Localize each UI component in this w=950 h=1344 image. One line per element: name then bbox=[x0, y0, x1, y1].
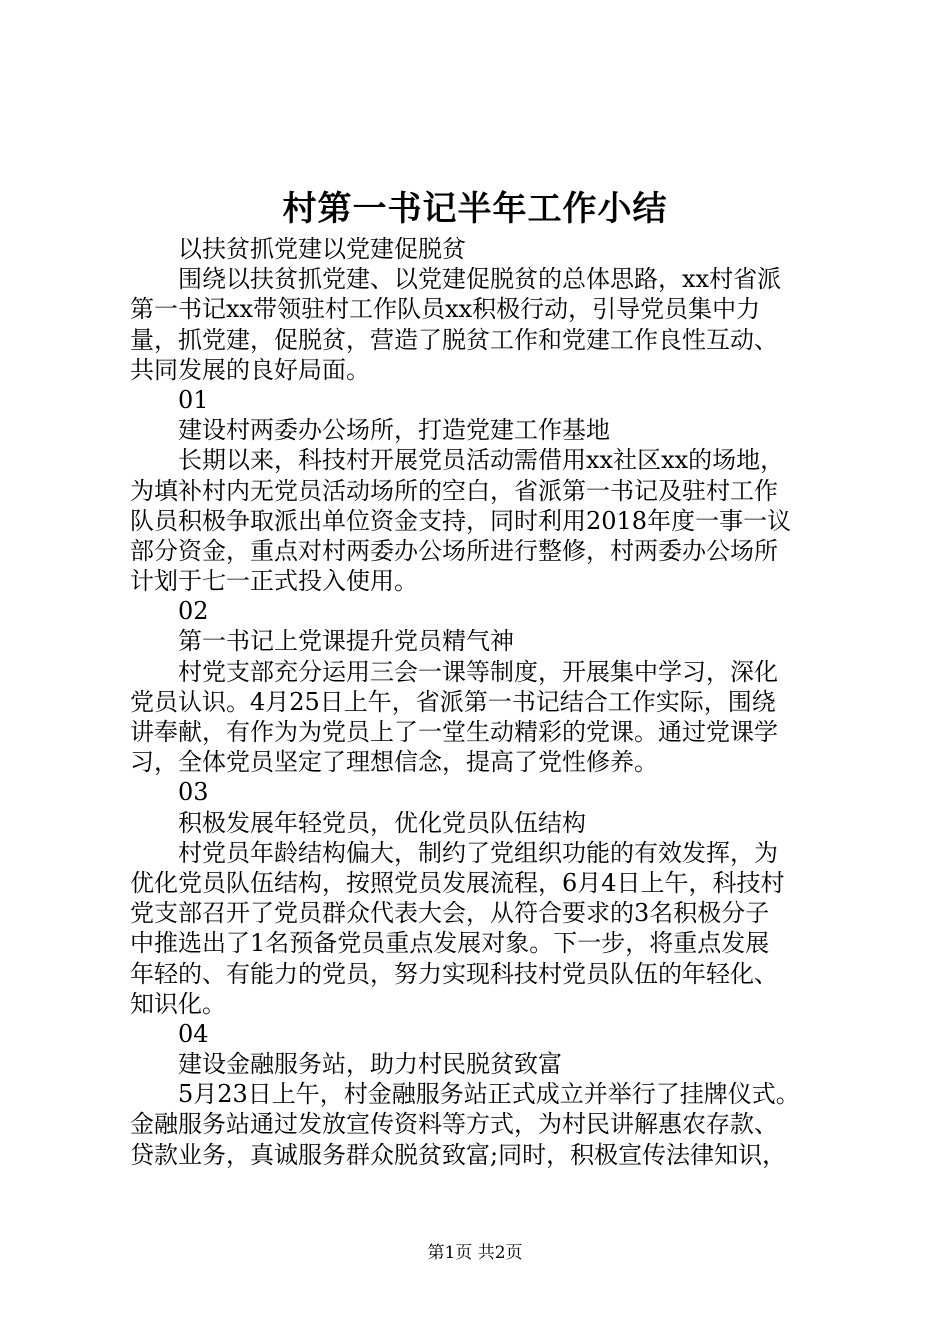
heading-line: 以扶贫抓党建以党建促脱贫 bbox=[178, 235, 466, 263]
paragraph-line: 知识化。 bbox=[130, 989, 226, 1018]
section-heading: 积极发展年轻党员，优化党员队伍结构 bbox=[178, 808, 586, 837]
section-number: 04 bbox=[178, 1019, 209, 1048]
paragraph-line: 党支部召开了党员群众代表大会，从符合要求的3名积极分子 bbox=[130, 899, 770, 928]
paragraph-line: 为填补村内无党员活动场所的空白，省派第一书记及驻村工作 bbox=[130, 476, 778, 505]
paragraph-line: 优化党员队伍结构，按照党员发展流程，6月4日上午，科技村 bbox=[130, 868, 785, 897]
section-number: 01 bbox=[178, 385, 209, 414]
paragraph-line: 第一书记xx带领驻村工作队员xx积极行动，引导党员集中力 bbox=[130, 295, 761, 324]
paragraph-line: 长期以来，科技村开展党员活动需借用xx社区xx的场地， bbox=[178, 446, 785, 475]
paragraph-line: 共同发展的良好局面。 bbox=[130, 355, 370, 384]
paragraph-line: 队员积极争取派出单位资金支持，同时利用2018年度一事一议 bbox=[130, 506, 792, 535]
section-number: 03 bbox=[178, 778, 209, 807]
paragraph-line: 村党员年龄结构偏大，制约了党组织功能的有效发挥，为 bbox=[178, 838, 778, 867]
paragraph-line: 5月23日上午，村金融服务站正式成立并举行了挂牌仪式。 bbox=[178, 1080, 800, 1109]
section-number: 02 bbox=[178, 597, 209, 626]
paragraph-line: 贷款业务，真诚服务群众脱贫致富;同时，积极宣传法律知识， bbox=[130, 1140, 787, 1169]
paragraph-line: 计划于七一正式投入使用。 bbox=[130, 567, 418, 596]
page-footer: 第1页 共2页 bbox=[427, 1243, 523, 1263]
paragraph-line: 党员认识。4月25日上午，省派第一书记结合工作实际，围绕 bbox=[130, 687, 776, 716]
paragraph-line: 村党支部充分运用三会一课等制度，开展集中学习，深化 bbox=[178, 657, 778, 686]
paragraph-line: 讲奉献，有作为为党员上了一堂生动精彩的党课。通过党课学 bbox=[130, 718, 778, 746]
paragraph-line: 部分资金，重点对村两委办公场所进行整修，村两委办公场所 bbox=[130, 536, 778, 565]
section-heading: 第一书记上党课提升党员精气神 bbox=[178, 627, 514, 656]
document-body bbox=[130, 234, 824, 1170]
paragraph-line: 中推选出了1名预备党员重点发展对象。下一步，将重点发展 bbox=[130, 929, 770, 958]
paragraph-line: 围绕以扶贫抓党建、以党建促脱贫的总体思路，xx村省派 bbox=[178, 265, 782, 294]
paragraph-line: 年轻的、有能力的党员，努力实现科技村党员队伍的年轻化、 bbox=[130, 959, 778, 988]
paragraph-line: 习，全体党员坚定了理想信念，提高了党性修养。 bbox=[130, 748, 658, 777]
section-heading: 建设金融服务站，助力村民脱贫致富 bbox=[178, 1050, 562, 1079]
paragraph-line: 金融服务站通过发放宣传资料等方式，为村民讲解惠农存款、 bbox=[130, 1110, 778, 1139]
section-heading: 建设村两委办公场所，打造党建工作基地 bbox=[178, 416, 610, 445]
paragraph-line: 量，抓党建，促脱贫，营造了脱贫工作和党建工作良性互动、 bbox=[130, 325, 778, 354]
document-title: 村第一书记半年工作小结 bbox=[282, 189, 668, 229]
